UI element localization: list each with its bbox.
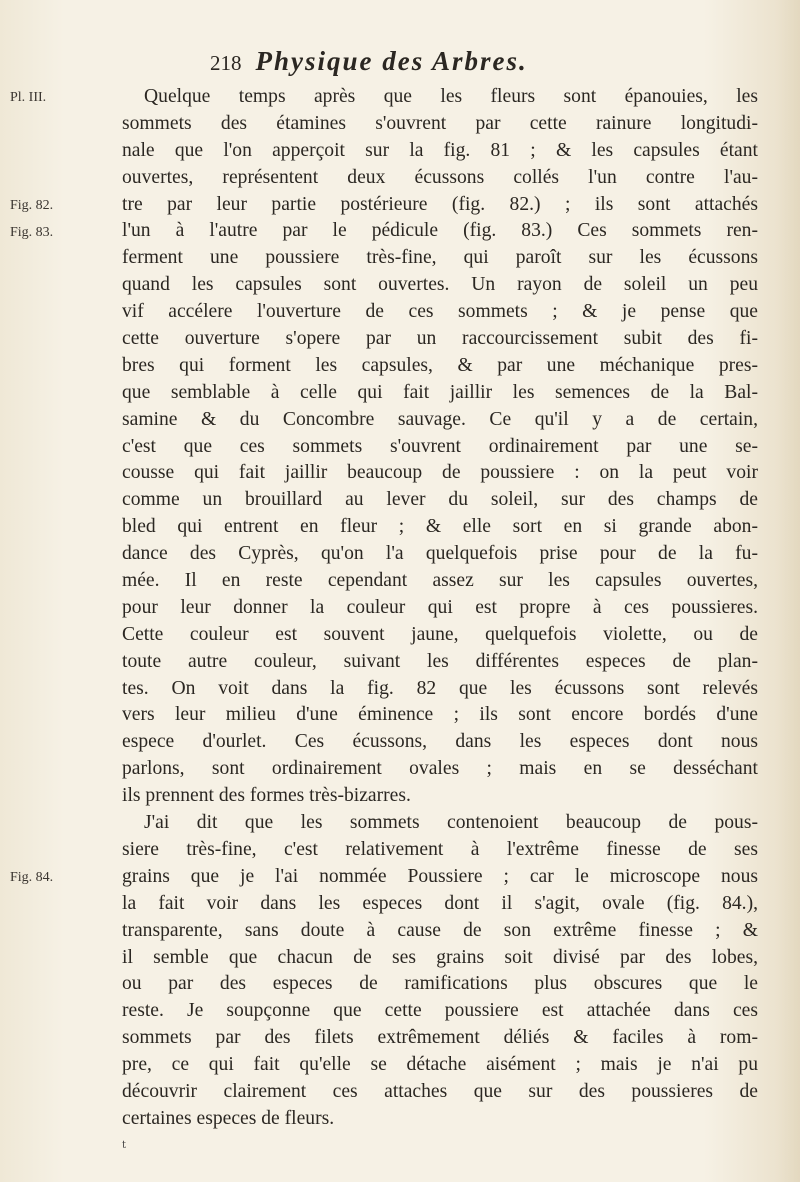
- text-line: c'est que ces sommets s'ouvrent ordinairement par une se-: [122, 435, 758, 457]
- text-line: toute autre couleur, suivant les différentes especes de plan-: [122, 650, 758, 672]
- text-line: Cette couleur est souvent jaune, quelquefois violette, ou de: [122, 623, 758, 645]
- text-line: que semblable à celle qui fait jaillir les semences de la Bal-: [122, 381, 758, 403]
- text-line: ouvertes, représentent deux écussons collés l'un contre l'au-: [122, 166, 758, 188]
- text-line: comme un brouillard au lever du soleil, sur des champs de: [122, 489, 758, 511]
- text-line: pre, ce qui fait qu'elle se détache aisément ; mais je n'ai pu: [122, 1054, 758, 1076]
- text-line: quand les capsules sont ouvertes. Un rayon de soleil un peu: [122, 274, 758, 296]
- text-line: vif accélere l'ouverture de ces sommets ; & je pense que: [122, 301, 758, 323]
- page-number: 218: [210, 51, 242, 75]
- text-line: ou par des especes de ramifications plus obscures que le: [122, 973, 758, 995]
- text-line: samine & du Concombre sauvage. Ce qu'il y a de certain,: [122, 408, 758, 430]
- text-line: transparente, sans doute à cause de son extrême finesse ; &: [122, 919, 758, 941]
- running-header: [210, 46, 528, 77]
- running-title: Physique des Arbres.: [255, 46, 528, 76]
- text-line: cette ouverture s'opere par un raccourcissement subit des fi-: [122, 328, 758, 350]
- text-line: espece d'ourlet. Ces écussons, dans les especes dont nous: [122, 731, 758, 753]
- text-line: dance des Cyprès, qu'on l'a quelquefois prise pour de la fu-: [122, 543, 758, 565]
- text-line: sommets par des filets extrêmement déliés & faciles à rom-: [122, 1027, 758, 1049]
- margin-figure-reference: Fig. 82.: [10, 197, 54, 213]
- text-line: la fait voir dans les especes dont il s'agit, ovale (fig. 84.),: [122, 892, 758, 914]
- text-line: l'un à l'autre par le pédicule (fig. 83.) Ces sommets ren-: [122, 220, 758, 242]
- text-line: Quelque temps après que les fleurs sont épanouies, les: [144, 86, 758, 107]
- text-line: pour leur donner la couleur qui est propre à ces poussieres.: [122, 596, 758, 618]
- text-line: sommets des étamines s'ouvrent par cette rainure longitudi-: [122, 112, 758, 134]
- stray-mark: t: [122, 1140, 127, 1151]
- text-line: bled qui entrent en fleur ; & elle sort en si grande abon-: [122, 516, 758, 538]
- text-line: ferment une poussiere très-fine, qui paroît sur les écussons: [122, 247, 758, 269]
- text-line: reste. Je soupçonne que cette poussiere est attachée dans ces: [122, 1000, 758, 1022]
- text-line: vers leur milieu d'une éminence ; ils sont encore bordés d'une: [122, 704, 758, 726]
- margin-figure-reference: Fig. 84.: [10, 870, 54, 886]
- text-line: cousse qui fait jaillir beaucoup de poussiere : on la peut voir: [122, 462, 758, 484]
- text-line: il semble que chacun de ses grains soit divisé par des lobes,: [122, 946, 758, 968]
- text-line: ils prennent des formes très-bizarres.: [122, 785, 411, 807]
- text-line: bres qui forment les capsules, & par une méchanique pres-: [122, 354, 758, 376]
- text-line: J'ai dit que les sommets contenoient beaucoup de pous-: [144, 812, 758, 834]
- text-line: parlons, sont ordinairement ovales ; mais en se desséchant: [122, 758, 758, 780]
- text-line: nale que l'on apperçoit sur la fig. 81 ; & les capsules étant: [122, 139, 758, 161]
- margin-figure-reference: Fig. 83.: [10, 224, 54, 240]
- text-line: découvrir clairement ces attaches que sur des poussieres de: [122, 1080, 758, 1102]
- text-line: tre par leur partie postérieure (fig. 82.) ; ils sont attachés: [122, 193, 758, 215]
- text-line: mée. Il en reste cependant assez sur les capsules ouvertes,: [122, 570, 758, 592]
- margin-figure-reference: Pl. III.: [10, 90, 47, 105]
- text-line: certaines especes de fleurs.: [122, 1107, 335, 1129]
- text-line: grains que je l'ai nommée Poussiere ; car le microscope nous: [122, 865, 758, 887]
- body-text: [122, 84, 758, 1133]
- text-line: siere très-fine, c'est relativement à l'extrême finesse de ses: [122, 838, 758, 860]
- text-line: tes. On voit dans la fig. 82 que les écussons sont relevés: [122, 677, 758, 699]
